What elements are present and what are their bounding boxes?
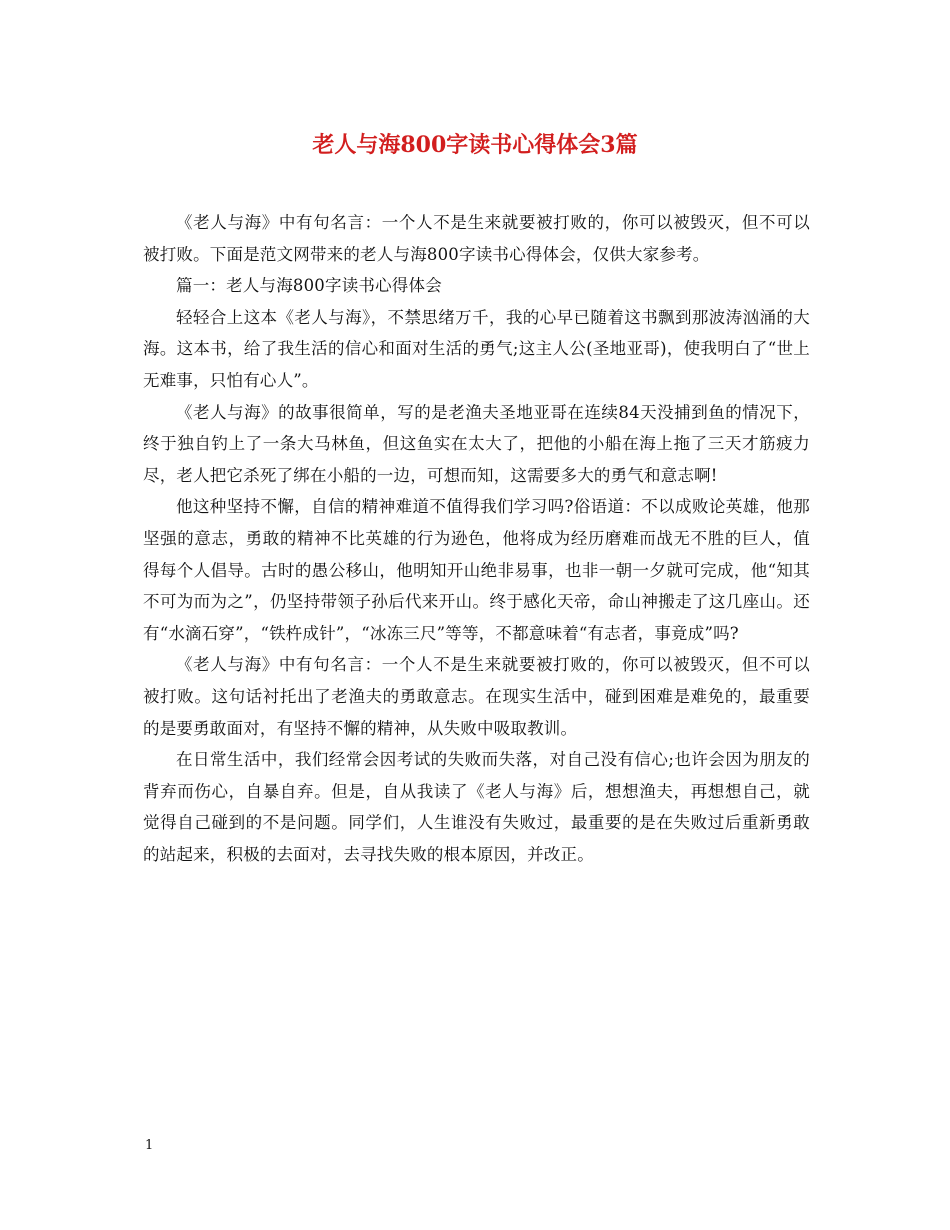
- section-heading: 篇一：老人与海800字读书心得体会: [176, 276, 442, 296]
- document-body: [143, 207, 810, 870]
- paragraph: 在日常生活中，我们经常会因考试的失败而失落，对自己没有信心;也许会因为朋友的背弃而伤心，自暴自弃。但是，自从我读了《老人与海》后，想想渔夫，再想想自己，就觉得自己碰到的不是问题。同学们，人生谁没有失败过，最重要的是在失败过后重新勇敢的站起来，积极的去面对，去寻找失败的根本原因，并改正。: [143, 750, 810, 864]
- paragraph: 《老人与海》的故事很简单，写的是老渔夫圣地亚哥在连续84天没捕到鱼的情况下，终于独自钓上了一条大马林鱼，但这鱼实在太大了，把他的小船在海上拖了三天才筋疲力尽，老人把它杀死了绑在小船的一边，可想而知，这需要多大的勇气和意志啊!: [143, 402, 810, 485]
- paragraph-intro: 《老人与海》中有句名言：一个人不是生来就要被打败的，你可以被毁灭，但不可以被打败。下面是范文网带来的老人与海800字读书心得体会，仅供大家参考。: [143, 213, 810, 264]
- document-title: 老人与海800字读书心得体会3篇: [312, 132, 638, 158]
- paragraph: 《老人与海》中有句名言：一个人不是生来就要被打败的，你可以被毁灭，但不可以被打败。这句话衬托出了老渔夫的勇敢意志。在现实生活中，碰到困难是难免的，最重要的是要勇敢面对，有坚持不懈的精神，从失败中吸取教训。: [143, 655, 810, 738]
- paragraph: 他这种坚持不懈，自信的精神难道不值得我们学习吗?俗语道：不以成败论英雄，他那坚强的意志，勇敢的精神不比英雄的行为逊色，他将成为经历磨难而战无不胜的巨人，值得每个人倡导。古时的愚公移山，他明知开山绝非易事，也非一朝一夕就可完成，他“知其不可为而为之”，仍坚持带领子孙后代来开山。终于感化天帝，命山神搬走了这几座山。还有“水滴石穿”，“铁杵成针”，“冰冻三尺”等等，不都意味着“有志者，事竟成”吗?: [143, 497, 810, 643]
- page-number: 1: [145, 1138, 154, 1153]
- paragraph: 轻轻合上这本《老人与海》，不禁思绪万千，我的心早已随着这书飘到那波涛汹涌的大海。这本书，给了我生活的信心和面对生活的勇气;这主人公(圣地亚哥)，使我明白了“世上无难事，只怕有心人”。: [143, 307, 810, 390]
